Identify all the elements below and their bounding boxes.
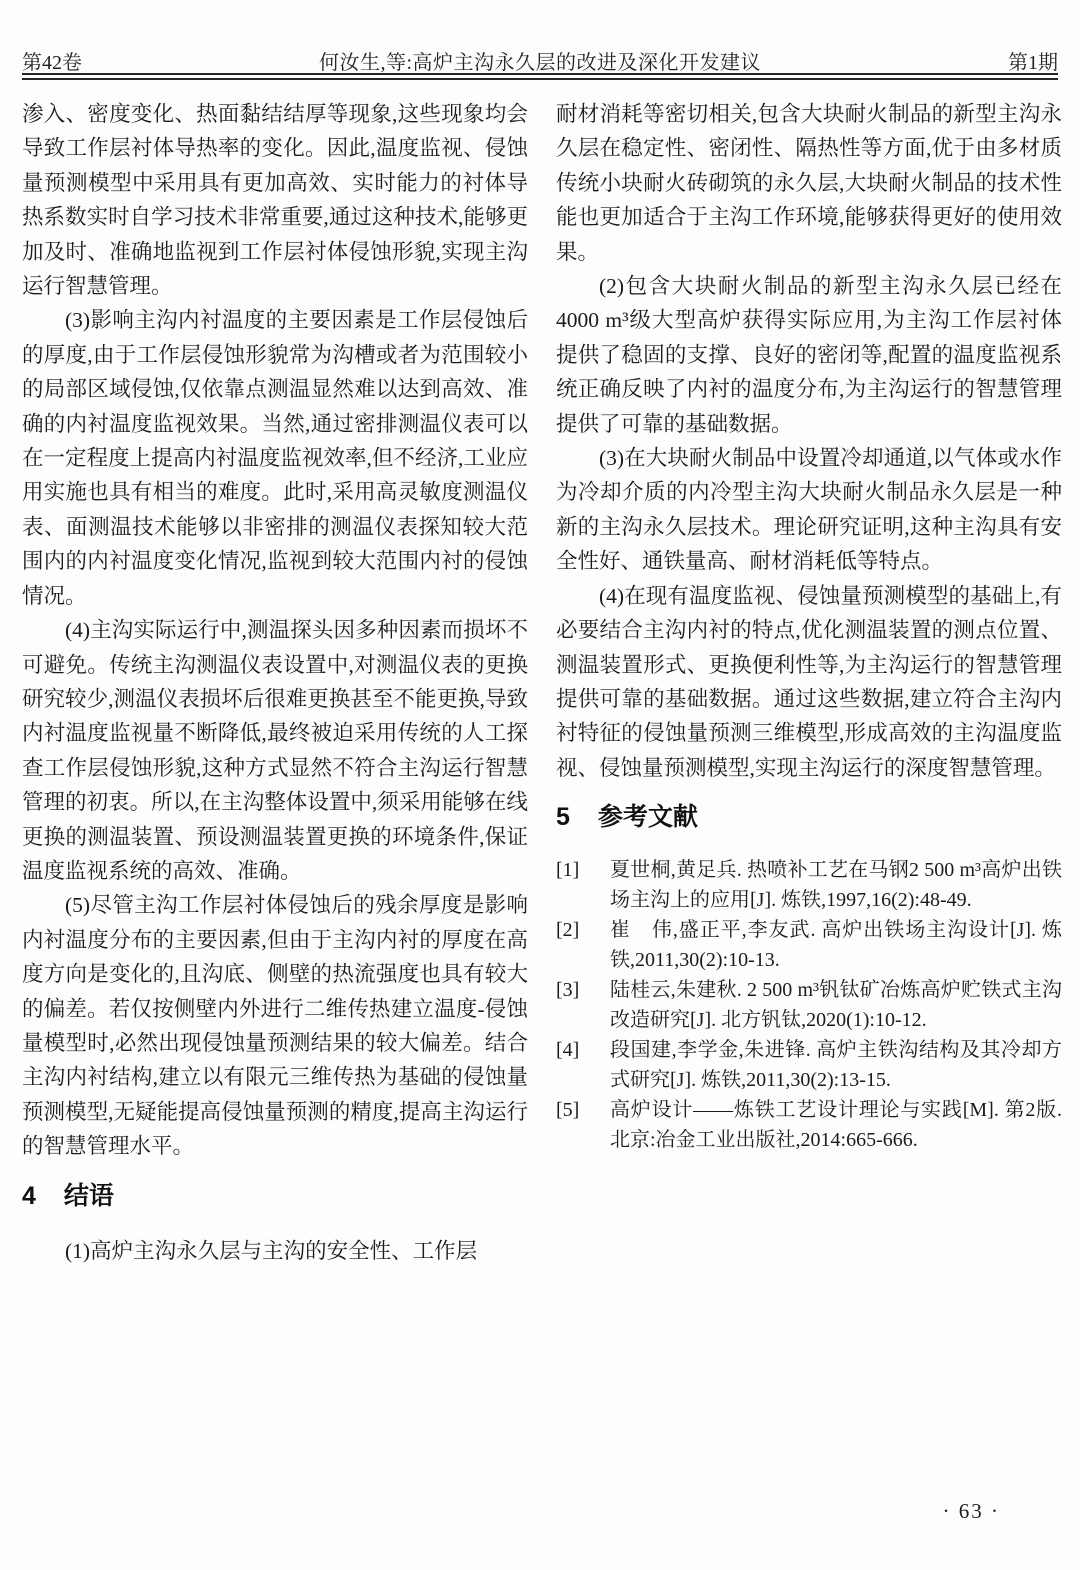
body-paragraph-point4: (4)主沟实际运行中,测温探头因多种因素而损坏不可避免。传统主沟测温仪表设置中,对测温仪表的更换研究较少,测温仪表损坏后很难更换甚至不能更换,导致内衬温度监视量不断降低,最终被迫采用传统的人工探查工作层侵蚀形貌,这种方式显然不符合主沟运行智慧管理的初衷。所以,在主沟整体设置中,须采用能够在线更换的测温装置、预设测温装置更换的环境条件,保证温度监视系统的高效、准确。 — [22, 618, 528, 883]
section-title: 结语 — [63, 1181, 114, 1210]
body-paragraph-continuation: 耐材消耗等密切相关,包含大块耐火制品的新型主沟永久层在稳定性、密闭性、隔热性等方面,优于由多材质传统小块耐火砖砌筑的永久层,大块耐火制品的技术性能也更加适合于主沟工作环境,能够获得更好的使用效果。 — [556, 102, 1062, 264]
reference-item — [556, 855, 1062, 915]
body-paragraph-point5: (5)尽管主沟工作层衬体侵蚀后的残余厚度是影响内衬温度分布的主要因素,但由于主沟内衬的厚度在高度方向是变化的,且沟底、侧壁的热流强度也具有较大的偏差。若仅按侧壁内外进行二维传热建立温度-侵蚀量模型时,必然出现侵蚀量预测结果的较大偏差。结合主沟内衬结构,建立以有限元三维传热为基础的侵蚀量预测模型,无疑能提高侵蚀量预测的精度,提高主沟运行的智慧管理水平。 — [22, 893, 528, 1159]
right-column — [556, 97, 1062, 1155]
reference-item — [556, 975, 1062, 1035]
reference-item — [556, 1095, 1062, 1155]
reference-list — [556, 855, 1062, 1155]
reference-item — [556, 1035, 1062, 1095]
section-number: 5 — [556, 803, 570, 832]
reference-text: 高炉设计——炼铁工艺设计理论与实践[M]. 第2版. 北京:冶金工业出版社,2014:665-666. — [610, 1099, 1062, 1152]
section-heading-references — [556, 801, 1062, 833]
conclusion-paragraph-3: (3)在大块耐火制品中设置冷却通道,以气体或水作为冷却介质的内冷型主沟大块耐火制品永久层是一种新的主沟永久层技术。理论研究证明,这种主沟具有安全性好、通铁量高、耐材消耗低等特点。 — [556, 446, 1062, 574]
running-header — [22, 46, 1058, 75]
reference-label: [5] — [556, 1099, 580, 1122]
reference-label: [1] — [556, 859, 580, 882]
section-title: 参考文献 — [597, 803, 698, 832]
body-paragraph-point3: (3)影响主沟内衬温度的主要因素是工作层侵蚀后的厚度,由于工作层侵蚀形貌常为沟槽或者为范围较小的局部区域侵蚀,仅依靠点测温显然难以达到高效、准确的内衬温度监视效果。当然,通过密排测温仪表可以在一定程度上提高内衬温度监视效率,但不经济,工业应用实施也具有相当的难度。此时,采用高灵敏度测温仪表、面测温技术能够以非密排的测温仪表探知较大范围内的内衬温度变化情况,监视到较大范围内衬的侵蚀情况。 — [22, 308, 528, 608]
body-paragraph-continuation: 渗入、密度变化、热面黏结结厚等现象,这些现象均会导致工作层衬体导热率的变化。因此,温度监视、侵蚀量预测模型中采用具有更加高效、实时能力的衬体导热系数实时自学习技术非常重要,通过这种技术,能够更加及时、准确地监视到工作层衬体侵蚀形貌,实现主沟运行智慧管理。 — [22, 102, 528, 299]
reference-label: [3] — [556, 979, 580, 1002]
section-number: 4 — [22, 1181, 36, 1210]
reference-text: 陆桂云,朱建秋. 2 500 m³钒钛矿冶炼高炉贮铁式主沟改造研究[J]. 北方钒钛,2020(1):10-12. — [610, 979, 1062, 1032]
header-double-rule — [22, 73, 1058, 80]
header-running-title: 何汝生,等:高炉主沟永久层的改进及深化开发建议 — [318, 52, 762, 74]
reference-text: 崔 伟,盛正平,李友武. 高炉出铁场主沟设计[J]. 炼铁,2011,30(2):10-13. — [610, 919, 1062, 972]
header-issue: 第1期 — [1008, 52, 1058, 74]
left-column — [22, 97, 528, 1268]
reference-item — [556, 915, 1062, 975]
conclusion-paragraph-1: (1)高炉主沟永久层与主沟的安全性、工作层 — [65, 1238, 478, 1263]
reference-text: 段国建,李学金,朱进锋. 高炉主铁沟结构及其冷却方式研究[J]. 炼铁,2011,30(2):13-15. — [610, 1039, 1062, 1092]
reference-label: [2] — [556, 919, 580, 942]
conclusion-paragraph-4: (4)在现有温度监视、侵蚀量预测模型的基础上,有必要结合主沟内衬的特点,优化测温装置的测点位置、测温装置形式、更换便利性等,为主沟运行的智慧管理提供可靠的基础数据。通过这些数据,建立符合主沟内衬特征的侵蚀量预测三维模型,形成高效的主沟温度监视、侵蚀量预测模型,实现主沟运行的深度智慧管理。 — [556, 583, 1062, 780]
reference-label: [4] — [556, 1039, 580, 1062]
section-heading-conclusion — [22, 1180, 528, 1212]
page-number: · 63 · — [942, 1499, 1000, 1523]
header-volume: 第42卷 — [22, 52, 82, 74]
reference-text: 夏世桐,黄足兵. 热喷补工艺在马钢2 500 m³高炉出铁场主沟上的应用[J]. 炼铁,1997,16(2):48-49. — [610, 859, 1062, 912]
conclusion-paragraph-2: (2)包含大块耐火制品的新型主沟永久层已经在4000 m³级大型高炉获得实际应用,为主沟工作层衬体提供了稳固的支撑、良好的密闭等,配置的温度监视系统正确反映了内衬的温度分布,为主沟运行的智慧管理提供了可靠的基础数据。 — [556, 274, 1062, 436]
